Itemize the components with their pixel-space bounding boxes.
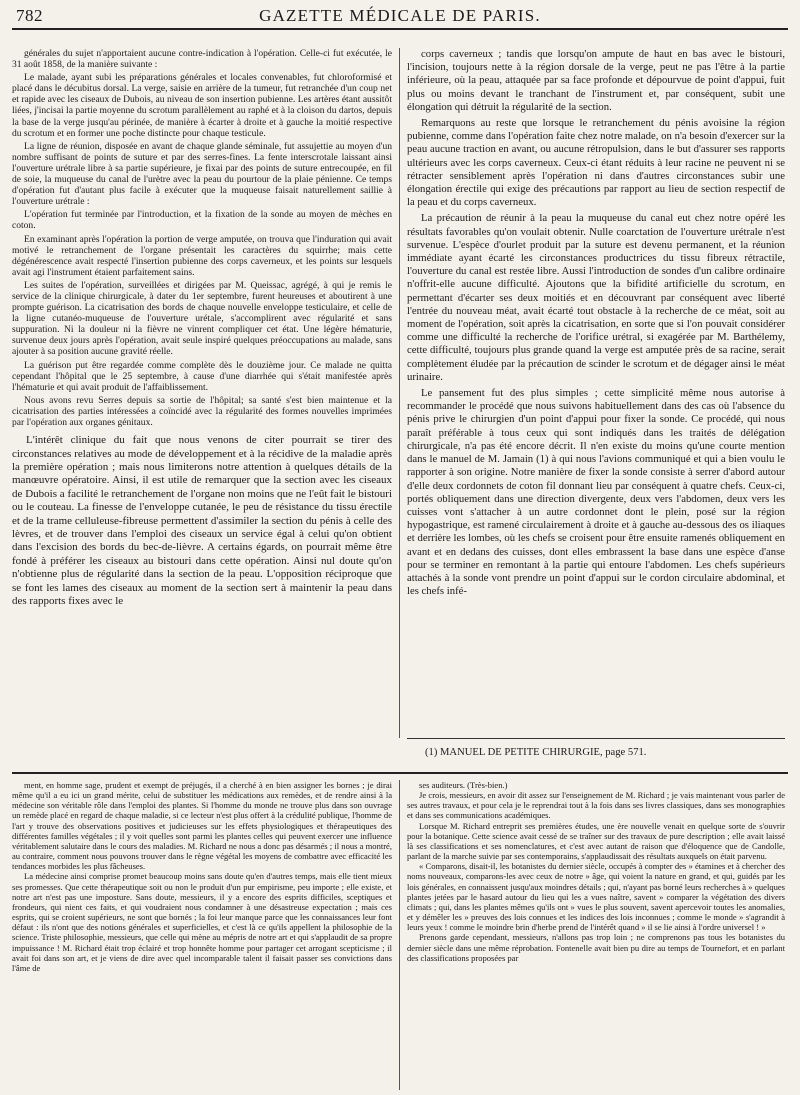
paragraph: En examinant après l'opération la portion de verge amputée, on trouva que l'induration qui avait motivé le retranchement de l'organe présentait les caractères du squirrhe; mais cette dégénérescence avait respecté l'insertion pubienne des corps caverneux, et les points sur lesquels avait agi l'instrument étaient parfaitement sains. [12, 233, 392, 278]
paragraph: Les suites de l'opération, surveillées et dirigées par M. Queissac, agrégé, à qui je remis le service de la clinique chirurgicale, à dater du 1er septembre, furent heureuses et aboutirent à une prompte guérison. La cicatrisation des bords de chaque nouvelle enveloppe testiculaire, et celle de la ligne cutanéo-muqueuse de l'ouverture urétale, s'accomplirent avec régularité et sans suppuration. Ni la douleur ni la fièvre ne vinrent compliquer cet état. Une légère hématurie, survenue deux jours après l'opération, avait seule inspiré quelques préoccupations au malade, sans ajouter à sa position aucune gravité réelle. [12, 279, 392, 358]
paragraph: Le pansement fut des plus simples ; cette simplicité même nous autorise à recommander le procédé que nous suivons habituellement dans des cas où l'absence du pénis prive le chirurgien d'un point d'appui pour fixer la sonde. Ce procédé, qui nous paraît préférable à tous ceux qui sont indiqués dans les traités de délégation chirurgicale, n'a pas été encore décrit. Il n'en existe du moins qu'une courte mention dans le manuel de M. Jamain (1) à qui nous l'avions communiqué et qui a bien voulu le rapporter à son origine. Notre manière de fixer la sonde consiste à serrer d'abord autour d'elle deux cordonnets de coton fil donnant lieu par conséquent à quatre chefs. Ceux-ci, portés obliquement dans une direction divergente, deux vers l'abdomen, deux vers les cuisses vont s'attacher à un autre cordonnet dont le plein, posé sur la région hypogastrique, est ramené circulairement à droite et à gauche au-dessous des os iliaques et derrière les lombes, où les chefs se croisent pour être ensuite ramenés obliquement en avant et en dedans des cuisses, dont elles embrassent la base dans une espèce d'anse pour se terminer en remontant à la partie qui entoure l'abdomen. Les chefs supérieurs attachés à la sonde vont prendre un point d'appui sur le cordon circulaire abdominal, et les chefs infé- [407, 387, 785, 598]
paragraph: L'opération fut terminée par l'introduction, et la fixation de la sonde au moyen de mèches en coton. [12, 209, 392, 232]
paragraph: corps caverneux ; tandis que lorsqu'on ampute de haut en bas avec le bistouri, l'incision, toujours nette à la région dorsale de la verge, peut ne pas l'être à la partie inférieure, où la peau, attaquée par sa face profonde et dépourvue de point d'appui, fuit plus ou moins devant le tranchant de l'instrument et, par conséquent, subit une élongation qui détruit la régularité de la section. [407, 48, 785, 113]
paragraph: ment, en homme sage, prudent et exempt de préjugés, il a cherché à en bien assigner les bornes ; je dirai même qu'il a eu ici un grand mérite, celui de substituer les médications aux remèdes, et de rendre ainsi à la médecine son véritable rôle dans l'emploi des plantes. Si l'homme du monde ne trouve plus dans son ouvrage un remède placé en regard de chaque maladie, si ce lecteur n'est plus offert à la crédulité publique, l'homme de l'art y trouve des observations positives et judicieuses sur les effets physiologiques et thérapeutiques des différentes familles végétales ; il y voit quelles sont parmi les plantes celles qui peuvent exercer une influence véritablement salutaire dans le cours des maladies. M. Richard ne nous a donc pas désarmés ; il nous a montré, au contraire, comment nous pouvons trouver dans le règne végétal les moyens de combattre avec efficacité les tendances morbides les plus fâcheuses. [12, 780, 392, 872]
footnote: (1) MANUEL DE PETITE CHIRURGIE, page 571. [425, 747, 647, 758]
column-divider [399, 780, 400, 1090]
paragraph: Remarquons au reste que lorsque le retranchement du pénis avoisine la région pubienne, comme dans l'opération faite chez notre malade, on n'a besoin d'exercer sur la peau aucune traction en avant, ou aucune rétropulsion, dans le but d'assurer ses rapports ultérieurs avec les corps caverneux. Ceux-ci étant réduits à leur racine ne peuvent ni se rétracter sensiblement après l'opération ni dans d'autres circonstances subir une élongation érectile qui exige des précautions par rapport au lieu de section respectif de la peau et du corps caverneux. [407, 117, 785, 209]
paragraph: Nous avons revu Serres depuis sa sortie de l'hôpital; sa santé s'est bien maintenue et la cicatrisation des parties intéressées a coïncidé avec la régularité des formes nouvelles imprimées par l'opération aux organes génitaux. [12, 394, 392, 428]
feuilleton-column-left [12, 780, 392, 1090]
paragraph: La précaution de réunir à la peau la muqueuse du canal eut chez notre opéré les résultats favorables qu'on voulait obtenir. Nulle coarctation de l'ouverture urétrale n'est survenue. L'espèce d'ourlet produit par la suture est devenu permanent, et la réunion immédiate ayant écarté les circonstances productrices du tissu fibreux rétractile, l'ouverture du canal est restée libre. Aussi l'introduction de sondes d'un calibre ordinaire n'offrit-elle aucune difficulté. Ajoutons que la bifidité artificielle du scrotum, en permettant d'écarter ses deux moitiés et en découvrant par conséquent avec liberté l'entrée du nouveau méat, avait écarté tout obstacle à la recherche de ce méat, soit au moment de l'opération, soit après la cicatrisation, en sorte que si l'on pouvait considérer comme une difficulté la recherche de l'orifice urétral, si exagérée par M. Barthélemy, cette difficulté, toujours plus grande quand la verge est amputée près de sa racine, serait complètement éludée par la précaution de scinder le scrotum et de dégager ainsi le méat urinaire. [407, 212, 785, 383]
paragraph: Je crois, messieurs, en avoir dit assez sur l'enseignement de M. Richard ; je vais maintenant vous parler de ses autres travaux, et pour cela je le reprendrai tout à la fois dans ses livres classiques, dans ses monographies et dans ses communications académiques. [407, 790, 785, 821]
paragraph: Le malade, ayant subi les préparations générales et locales convenables, fut chloroformisé et placé dans le décubitus dorsal. La verge, saisie en arrière de la tumeur, fut retranchée d'un coup net et rapide avec les ciseaux de Dubois, au niveau de son insertion pubienne. Les artères étant aussitôt liées, j'incisai la partie moyenne du scrotum parallèlement au raphé et à la cloison du dartos, depuis la base de la verge jusqu'au périnée, de manière à écarter à droite et à gauche la moitié respective du scrotum et en former une poche distincte pour chaque testicule. [12, 72, 392, 139]
paragraph: « Comparons, disait-il, les botanistes du dernier siècle, occupés à compter des » étamines et à chercher des noms nouveaux, comparons-les avec ceux de notre » âge, qui voient la nature en grand, et qui, guidés par les lois générales, en connaissent jusqu'aux moindres détails ; qui, n'ayant pas borné leurs recherches à » quelques plantes jetées par le hasard autour du lieu qui les a vues naître, savent » comparer la végétation des divers climats ; qui, dans les plantes mêmes qu'ils ont » vues le plus souvent, savent apercevoir toutes les anomalies, et y démêler les » preuves des lois connues et les indices des lois inconnues ; comme le monde » s'agrandit à leurs yeux ! comme le moindre brin d'herbe prend de l'intérêt quand » il se lie ainsi à l'ordre universel ! » [407, 861, 785, 933]
feuilleton-column-right [407, 780, 785, 1090]
paragraph: L'intérêt clinique du fait que nous venons de citer pourrait se tirer des circonstances relatives au mode de développement et à la récidive de la maladie après la première opération ; mais nous limiterons notre attention à quelques détails de la manœuvre opératoire. Ainsi, il est utile de remarquer que la section avec les ciseaux de Dubois a facilité le retranchement de l'organe non moins que ne l'eût fait le bistouri ou le couteau. La finesse de l'enveloppe cutanée, le peu de résistance du tissu érectile et de la trame celluleuse-fibreuse permettent d'assimiler la section du pénis à celle des lèvres, et de trouver dans l'emploi des ciseaux un service égal à celui qu'on obtient dans l'excision des bords du bec-de-lièvre. A certains égards, on pourrait même être fondé à préférer les ciseaux au bistouri dans cette opération. Ainsi nul doute qu'on n'obtienne plus de régularité dans la section de la peau. L'opposition réciproque que se font les lames des ciseaux au moment de la section sert à maintenir la peau dans des rapports fixes avec le [12, 434, 392, 607]
paragraph: Lorsque M. Richard entreprit ses premières études, une ère nouvelle venait en quelque sorte de s'ouvrir pour la botanique. Cette science avait cessé de se traîner sur des travaux de pure description ; elle avait laissé là ses classifications et ses nomenclatures, et c'est avec autant de raison que d'éloquence que de Candolle, parlant de la marche suivie par ses contemporains, s'applaudissait des résultats auxquels on était parvenu. [407, 820, 785, 862]
paragraph: ses auditeurs. (Très-bien.) [419, 780, 508, 790]
article-column-left [12, 48, 392, 758]
footnote-rule [407, 738, 785, 739]
paragraph: Prenons garde cependant, messieurs, n'allons pas trop loin ; ne comprenons pas tous les botanistes du dernier siècle dans une même réprobation. Fontenelle avait bien pu dire au temps de Tournefort, et en parlant des classifications proposées par [407, 932, 785, 963]
paragraph: La médecine ainsi comprise promet beaucoup moins sans doute qu'en d'autres temps, mais elle tient mieux ses promesses. Que cette thérapeutique soit ou non le produit d'un pur empirisme, peu importe ; elle existe, et notre art n'est pas une imposture. Sans doute, messieurs, il y a encore des esprits difficiles, sceptiques et frondeurs, qui nient ces faits, et qui voudraient nous condamner à une désastreuse expectation ; mais ces esprits, qui se croient supérieurs, ne sont que bornés ; la foi leur manque parce que les connaissances leur font défaut : ils n'ont que des notions générales et superficielles, et c'est là ce qu'ils appellent la philosophie de la science. Triste philosophie, messieurs, que celle qui mène au mépris de notre art et qui s'applaudit de sa propre impuissance ! M. Richard était trop éclairé et trop honnête homme pour partager cet arrogant scepticisme ; il avait foi dans son art, et je viens de dire avec quel incomparable talent il faisait passer ses convictions dans l'âme de [12, 871, 392, 973]
section-divider [12, 772, 788, 774]
paragraph: La guérison put être regardée comme complète dès le douzième jour. Ce malade ne quitta cependant l'hôpital que le 25 septembre, à cause d'une diarrhée qui s'était manifestée après l'hématurie et qui avait produit de l'affaiblissement. [12, 359, 392, 393]
paragraph: La ligne de réunion, disposée en avant de chaque glande séminale, fut assujettie au moyen d'un nombre suffisant de points de suture et par des serres-fines. La fente interscrotale laissant ainsi l'ouverture urétrale libre à sa partie supérieure, je fixai par des points de suture entrecoupée, en fil de soie, la muqueuse du canal de l'urètre avec la peau du pourtour de la plaie pénienne. Ce temps d'opération fut d'autant plus facile à exécuter que la muqueuse faisait naturellement saillie à l'ouverture urétrale : [12, 140, 392, 208]
running-title: GAZETTE MÉDICALE DE PARIS. [259, 6, 541, 25]
paragraph: générales du sujet n'apportaient aucune contre-indication à l'opération. Celle-ci fut exécutée, le 31 août 1858, de la manière suivante : [12, 48, 392, 71]
article-column-right [407, 48, 785, 740]
column-divider [399, 48, 400, 738]
page-header [12, 2, 788, 30]
page-number: 782 [16, 6, 43, 25]
